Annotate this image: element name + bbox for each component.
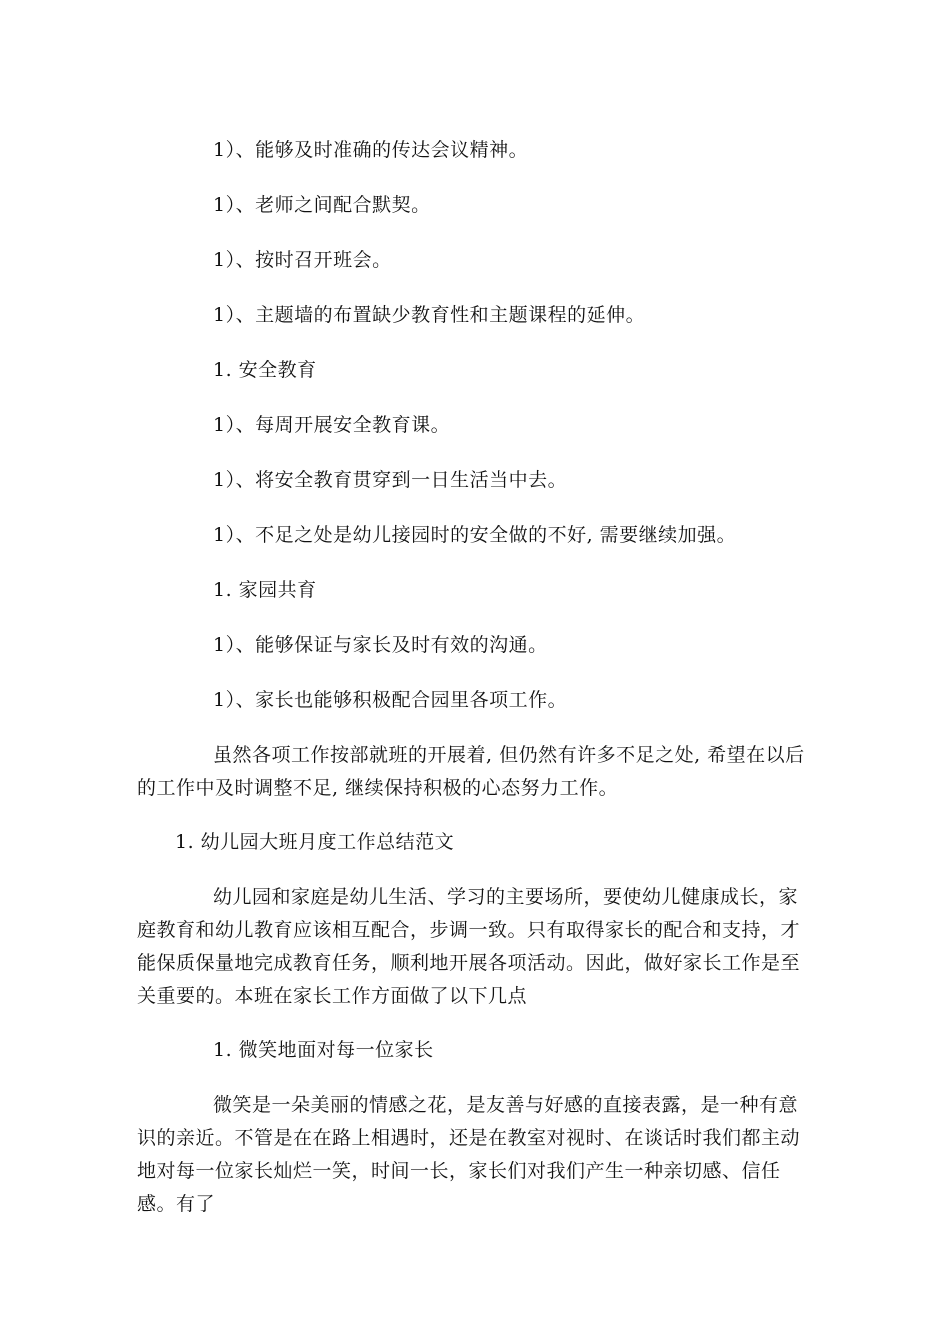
list-item-parent-cooperation: 1）、家长也能够积极配合园里各项工作。 [213,689,568,711]
heading-safety-education: 1. 安全教育 [213,359,317,381]
section-heading: 1. 幼儿园大班月度工作总结范文 [175,831,455,853]
summary-paragraph: 虽然各项工作按部就班的开展着, 但仍然有许多不足之处, 希望在以后的工作中及时调整不足, 继续保持积极的心态努力工作。 [137,744,805,799]
list-item-class-meeting: 1）、按时召开班会。 [213,249,392,271]
intro-paragraph: 幼儿园和家庭是幼儿生活、学习的主要场所，要使幼儿健康成长，家庭教育和幼儿教育应该相互配合，步调一致。只有取得家长的配合和支持，才能保质保量地完成教育任务，顺利地开展各项活动。因此，做好家长工作是至关重要的。本班在家长工作方面做了以下几点 [137,886,801,1007]
smile-paragraph: 微笑是一朵美丽的情感之花，是友善与好感的直接表露，是一种有意识的亲近。不管是在在路上相遇时，还是在教室对视时、在谈话时我们都主动地对每一位家长灿烂一笑，时间一长，家长们对我们产生一种亲切感、信任感。有了 [137,1094,801,1215]
list-item-meeting: 1）、能够及时准确的传达会议精神。 [213,139,529,161]
heading-home-school: 1. 家园共育 [213,579,317,601]
sub-heading: 1. 微笑地面对每一位家长 [213,1039,434,1061]
list-item-pickup-safety: 1）、不足之处是幼儿接园时的安全做的不好, 需要继续加强。 [213,524,737,546]
list-item-theme-wall: 1）、主题墙的布置缺少教育性和主题课程的延伸。 [213,304,646,326]
list-item-teamwork: 1）、老师之间配合默契。 [213,194,431,216]
list-item-daily-safety: 1）、将安全教育贯穿到一日生活当中去。 [213,469,568,491]
list-item-parent-communication: 1）、能够保证与家长及时有效的沟通。 [213,634,548,656]
list-item-weekly-safety: 1）、每周开展安全教育课。 [213,414,451,436]
